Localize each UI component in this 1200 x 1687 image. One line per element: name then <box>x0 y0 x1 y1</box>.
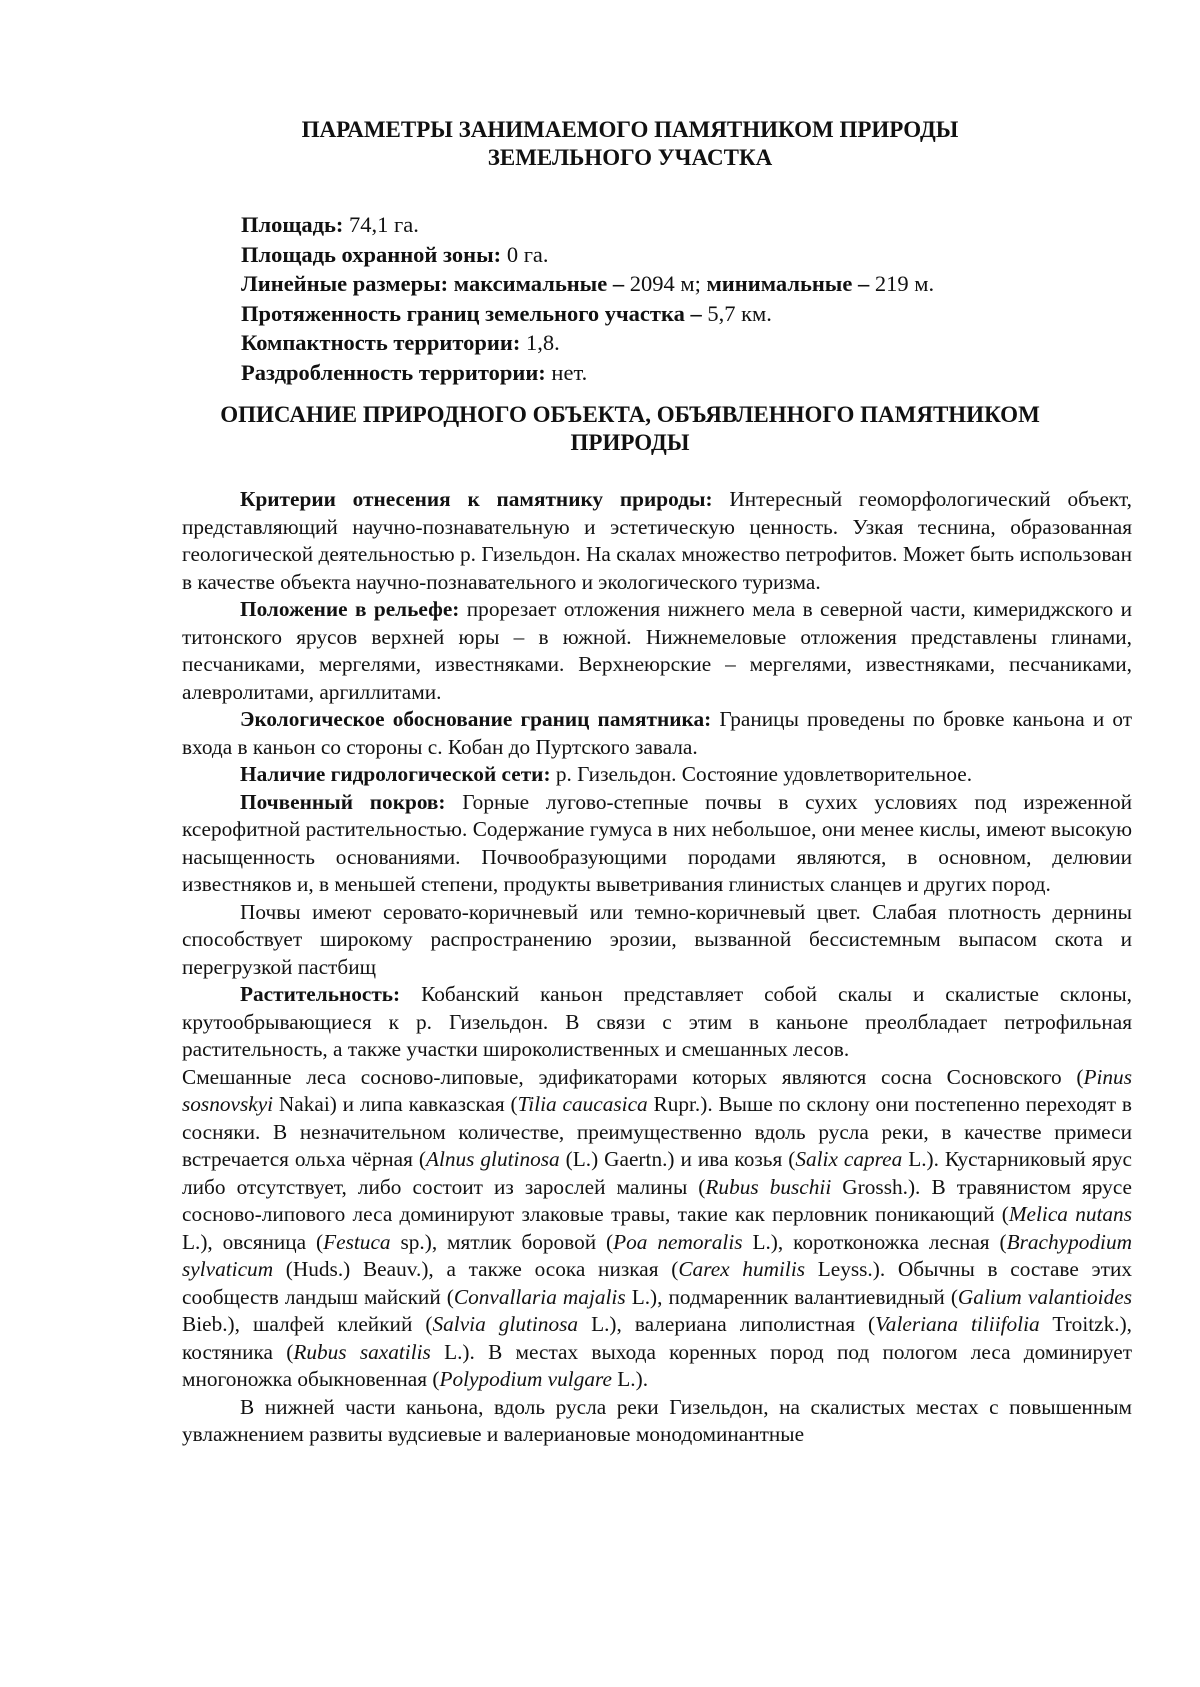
paragraph-soil-color: Почвы имеют серовато-коричневый или темно-коричневый цвет. Слабая плотность дернины способствует широкому распространению эрозии, вызванной бессистемным выпасом скота и перегрузкой пастбищ <box>182 899 1132 979</box>
paragraph-lower-canyon: В нижней части каньона, вдоль русла реки Гизельдон, на скалистых местах с повышенным увлажнением развиты вудсиевые и валериановые монодоминантные <box>182 1394 1132 1446</box>
paragraph-relief: Положение в рельефе: прорезает отложения нижнего мела в северной части, кимериджского и титонского ярусов верхней юры – в южной. Нижнемеловые отложения представлены глинами, песчаниками, мергелями, известняками. Верхнеюрские – мергелями, известняками, песчаниками, алевролитами, аргиллитами. <box>182 597 1132 704</box>
description-heading-line2: ПРИРОДЫ <box>570 430 690 455</box>
params-heading <box>180 116 1080 172</box>
param-fragmentation: Раздробленность территории: нет. <box>241 359 588 385</box>
paragraph-vegetation: Растительность: Кобанский каньон представляет собой скалы и скалистые склоны, крутообрывающиеся к р. Гизельдон. В связи с этим в каньоне преолбладает петрофильная растительность, а также участки широколиственных и смешанных лесов. <box>182 982 1132 1061</box>
paragraph-hydrology: Наличие гидрологической сети: р. Гизельдон. Состояние удовлетворительное. <box>240 762 973 786</box>
description-body <box>182 486 1132 1449</box>
param-compactness: Компактность территории: 1,8. <box>241 330 560 355</box>
params-heading-line2: ЗЕМЕЛЬНОГО УЧАСТКА <box>487 145 773 170</box>
paragraph-criteria: Критерии отнесения к памятнику природы: Интересный геоморфологический объект, представляющий научно-познавательную и эстетическую ценность. Узкая теснина, образованная геологической деятельностью р. Гизельдон. На скалах множество петрофитов. Может быть использован в качестве объекта научно-познавательного и экологического туризма. <box>182 487 1132 594</box>
param-protect-zone: Площадь охранной зоны: 0 га. <box>241 241 549 267</box>
paragraph-soil: Почвенный покров: Горные лугово-степные почвы в сухих условиях под изреженной ксерофитной растительностью. Содержание гумуса в них небольшое, они менее кислы, имеют высокую насыщенность основаниями. Почвообразующими породами являются, в основном, делювии известняков и, в меньшей степени, продукты выветривания глинистых сланцев и других пород. <box>182 789 1132 896</box>
paragraph-eco-borders: Экологическое обоснование границ памятника: Границы проведены по бровке каньона и от входа в каньон со стороны с. Кобан до Пуртского завала. <box>182 707 1132 759</box>
param-area: Площадь: 74,1 га. <box>241 212 419 237</box>
land-parameters <box>241 210 1101 387</box>
description-heading <box>180 401 1080 457</box>
description-heading-line1: ОПИСАНИЕ ПРИРОДНОГО ОБЪЕКТА, ОБЪЯВЛЕННОГО ПАМЯТНИКОМ <box>220 402 1040 427</box>
params-heading-line1: ПАРАМЕТРЫ ЗАНИМАЕМОГО ПАМЯТНИКОМ ПРИРОДЫ <box>301 117 959 142</box>
param-linear-sizes: Линейные размеры: максимальные – 2094 м; минимальные – 219 м. <box>241 271 935 296</box>
param-border-length: Протяженность границ земельного участка – 5,7 км. <box>241 300 772 326</box>
paragraph-mixed-forests: Смешанные леса сосново-липовые, эдификаторами которых являются сосна Сосновского (Pinus sosnovskyi Nakai) и липа кавказская (Tilia caucasica Rupr.). Выше по склону они постепенно переходят в сосняки. В незначительном количестве, преимущественно вдоль русла реки, в качестве примеси встречается ольха чёрная (Alnus glutinosa (L.) Gaertn.) и ива козья (Salix caprea L.). Кустарниковый ярус либо отсутствует, либо состоит из зарослей малины (Rubus buschii Grossh.). В травянистом ярусе сосново-липового леса доминируют злаковые травы, такие как перловник поникающий (Melica nutans L.), овсяница (Festuca sp.), мятлик боровой (Poa nemoralis L.), коротконожка лесная (Brachypodium sylvaticum (Huds.) Beauv.), а также осока низкая (Carex humilis Leyss.). Обычны в составе этих сообществ ландыш майский (Convallaria majalis L.), подмаренник валантиевидный (Galium valantioides Bieb.), шалфей клейкий (Salvia glutinosa L.), валериана липолистная (Valeriana tiliifolia Troitzk.), костяника (Rubus saxatilis L.). В местах выхода коренных пород под пологом леса доминирует многоножка обыкновенная (Polypodium vulgare L.). <box>182 1064 1133 1391</box>
